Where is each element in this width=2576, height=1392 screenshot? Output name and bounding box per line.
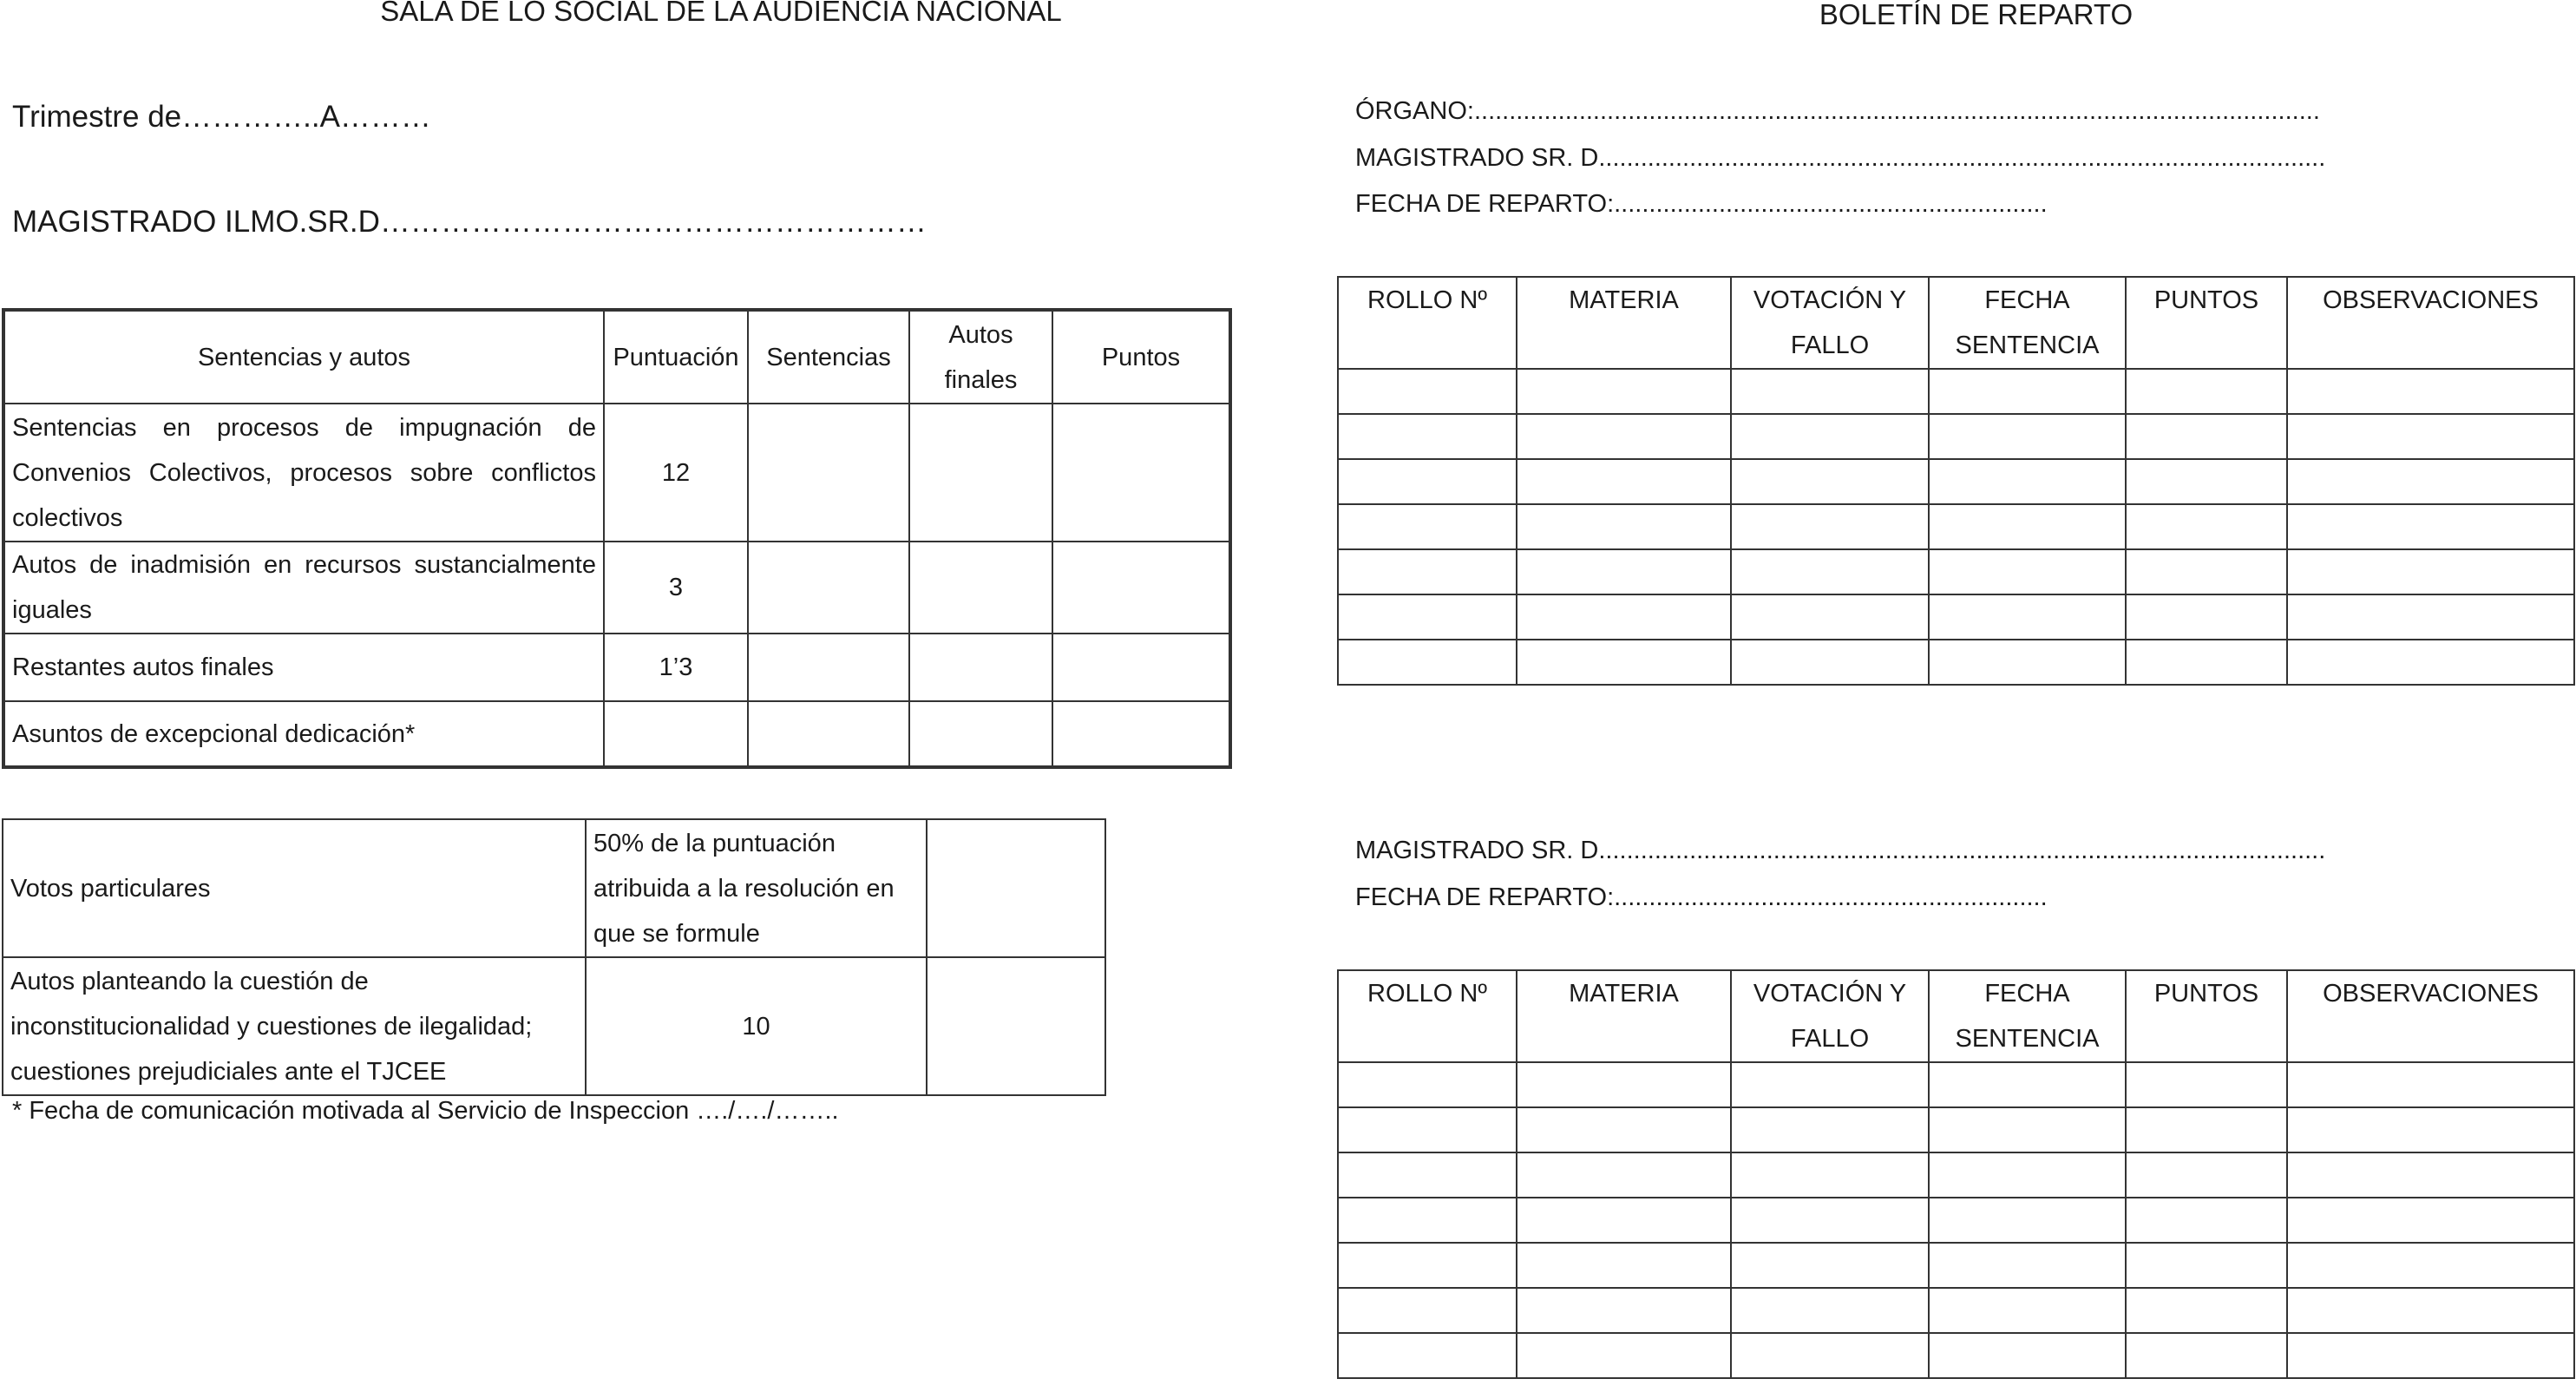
trimestre-line: Trimestre de…………..A……… (12, 100, 431, 134)
magistrado-line-1: MAGISTRADO SR. D........................................................................................................ (1355, 144, 2326, 172)
cell-puntos[interactable] (1052, 404, 1230, 542)
magistrado-line-2: MAGISTRADO SR. D........................................................................................................ (1355, 837, 2326, 864)
table-row (1338, 640, 2574, 685)
cell-materia[interactable] (1517, 1152, 1731, 1198)
header-fecha-sentencia: FECHA SENTENCIA (1929, 970, 2126, 1062)
table-row (1338, 1107, 2574, 1152)
cell-puntos[interactable] (2126, 459, 2287, 504)
header-votacion-fallo: VOTACIÓN Y FALLO (1731, 277, 1929, 369)
cell-fecha-sentencia[interactable] (1929, 369, 2126, 414)
fecha-reparto-line-2: FECHA DE REPARTO:.............................................................. (1355, 883, 2048, 911)
header-puntuacion: Puntuación (604, 310, 748, 404)
cell-rollo[interactable] (1338, 1333, 1517, 1378)
cell-rollo[interactable] (1338, 504, 1517, 549)
row-puntuacion (604, 701, 748, 767)
table-row (1338, 1288, 2574, 1333)
cell-sentencias[interactable] (748, 701, 909, 767)
cell-observaciones[interactable] (2287, 414, 2574, 459)
table-row (1338, 1243, 2574, 1288)
cell-fecha-sentencia[interactable] (1929, 1243, 2126, 1288)
cell-rollo[interactable] (1338, 1243, 1517, 1288)
cell-puntos[interactable] (927, 819, 1105, 957)
cell-fecha-sentencia[interactable] (1929, 640, 2126, 685)
table-row (3, 634, 1230, 701)
table-row (1338, 1333, 2574, 1378)
organo-line: ÓRGANO:......................................................................................................................... (1355, 97, 2320, 125)
header-materia: MATERIA (1517, 277, 1731, 369)
row-label: Votos particulares (3, 819, 586, 957)
cell-puntos[interactable] (2126, 1243, 2287, 1288)
cell-autos-finales[interactable] (909, 542, 1052, 634)
cell-puntos[interactable] (1052, 542, 1230, 634)
cell-materia[interactable] (1517, 640, 1731, 685)
cell-observaciones[interactable] (2287, 459, 2574, 504)
cell-materia[interactable] (1517, 414, 1731, 459)
row-label: Asuntos de excepcional dedicación* (3, 701, 604, 767)
reparto-table-1 (1337, 276, 2575, 686)
cell-fecha-sentencia[interactable] (1929, 1107, 2126, 1152)
cell-puntos[interactable] (2126, 504, 2287, 549)
table-row (3, 404, 1230, 542)
header-observaciones: OBSERVACIONES (2287, 277, 2574, 369)
table-row (3, 542, 1230, 634)
header-sentencias-y-autos: Sentencias y autos (3, 310, 604, 404)
cell-puntos[interactable] (2126, 1288, 2287, 1333)
cell-observaciones[interactable] (2287, 504, 2574, 549)
cell-votacion-fallo[interactable] (1731, 459, 1929, 504)
cell-puntos[interactable] (1052, 701, 1230, 767)
header-fecha-sentencia: FECHA SENTENCIA (1929, 277, 2126, 369)
cell-votacion-fallo[interactable] (1731, 1333, 1929, 1378)
cell-fecha-sentencia[interactable] (1929, 1062, 2126, 1107)
cell-votacion-fallo[interactable] (1731, 1198, 1929, 1243)
cell-votacion-fallo[interactable] (1731, 549, 1929, 594)
cell-puntos[interactable] (2126, 1333, 2287, 1378)
row-label: Autos de inadmisión en recursos sustancialmente iguales (3, 542, 604, 634)
header-puntos: Puntos (1052, 310, 1230, 404)
table-row (3, 701, 1230, 767)
cell-rollo[interactable] (1338, 1107, 1517, 1152)
cell-autos-finales[interactable] (909, 634, 1052, 701)
cell-observaciones[interactable] (2287, 1288, 2574, 1333)
cell-autos-finales[interactable] (909, 701, 1052, 767)
table-row (1338, 369, 2574, 414)
cell-observaciones[interactable] (2287, 1333, 2574, 1378)
header-rollo: ROLLO Nº (1338, 970, 1517, 1062)
cell-rollo[interactable] (1338, 1062, 1517, 1107)
cell-puntos[interactable] (2126, 414, 2287, 459)
table-row (1338, 414, 2574, 459)
cell-observaciones[interactable] (2287, 1198, 2574, 1243)
cell-fecha-sentencia[interactable] (1929, 1152, 2126, 1198)
cell-fecha-sentencia[interactable] (1929, 1333, 2126, 1378)
cell-votacion-fallo[interactable] (1731, 504, 1929, 549)
row-puntuacion: 1’3 (604, 634, 748, 701)
cell-puntos[interactable] (2126, 1152, 2287, 1198)
cell-votacion-fallo[interactable] (1731, 640, 1929, 685)
header-observaciones: OBSERVACIONES (2287, 970, 2574, 1062)
cell-materia[interactable] (1517, 1198, 1731, 1243)
cell-materia[interactable] (1517, 1243, 1731, 1288)
cell-observaciones[interactable] (2287, 1243, 2574, 1288)
cell-puntos[interactable] (927, 957, 1105, 1095)
table-row (1338, 1198, 2574, 1243)
row-puntuacion: 12 (604, 404, 748, 542)
table-header-row (3, 310, 1230, 404)
right-title: BOLETÍN DE REPARTO (1819, 0, 2134, 30)
cell-sentencias[interactable] (748, 542, 909, 634)
cell-sentencias[interactable] (748, 634, 909, 701)
cell-puntos[interactable] (2126, 640, 2287, 685)
cell-rollo[interactable] (1338, 369, 1517, 414)
fecha-reparto-line-1: FECHA DE REPARTO:.............................................................. (1355, 190, 2048, 218)
cell-observaciones[interactable] (2287, 1152, 2574, 1198)
cell-rollo[interactable] (1338, 640, 1517, 685)
cell-puntos[interactable] (2126, 369, 2287, 414)
table-row (1338, 1062, 2574, 1107)
cell-rollo[interactable] (1338, 594, 1517, 640)
cell-votacion-fallo[interactable] (1731, 414, 1929, 459)
cell-sentencias[interactable] (748, 404, 909, 542)
cell-observaciones[interactable] (2287, 549, 2574, 594)
table-row (3, 819, 1105, 957)
cell-puntos[interactable] (1052, 634, 1230, 701)
header-puntos: PUNTOS (2126, 277, 2287, 369)
row-puntuacion: 3 (604, 542, 748, 634)
cell-fecha-sentencia[interactable] (1929, 504, 2126, 549)
cell-votacion-fallo[interactable] (1731, 1062, 1929, 1107)
cell-votacion-fallo[interactable] (1731, 1152, 1929, 1198)
table-row (3, 957, 1105, 1095)
cell-puntos[interactable] (2126, 549, 2287, 594)
cell-materia[interactable] (1517, 1333, 1731, 1378)
cell-fecha-sentencia[interactable] (1929, 1288, 2126, 1333)
cell-materia[interactable] (1517, 549, 1731, 594)
header-rollo: ROLLO Nº (1338, 277, 1517, 369)
cell-puntos[interactable] (2126, 1198, 2287, 1243)
row-label: Autos planteando la cuestión de inconstitucionalidad y cuestiones de ilegalidad; cuestiones prejudiciales ante el TJCEE (3, 957, 586, 1095)
cell-puntos[interactable] (2126, 1107, 2287, 1152)
header-votacion-fallo: VOTACIÓN Y FALLO (1731, 970, 1929, 1062)
header-autos-finales: Autos finales (909, 310, 1052, 404)
votos-table (2, 818, 1106, 1096)
cell-fecha-sentencia[interactable] (1929, 459, 2126, 504)
row-label: Restantes autos finales (3, 634, 604, 701)
left-title: SALA DE LO SOCIAL DE LA AUDIENCIA NACIONAL (380, 0, 1062, 27)
footnote: * Fecha de comunicación motivada al Servicio de Inspeccion …./…./…….. (12, 1097, 839, 1125)
header-puntos: PUNTOS (2126, 970, 2287, 1062)
cell-votacion-fallo[interactable] (1731, 1288, 1929, 1333)
cell-votacion-fallo[interactable] (1731, 369, 1929, 414)
cell-observaciones[interactable] (2287, 640, 2574, 685)
cell-fecha-sentencia[interactable] (1929, 1198, 2126, 1243)
cell-rollo[interactable] (1338, 414, 1517, 459)
cell-rollo[interactable] (1338, 1288, 1517, 1333)
row-label: Sentencias en procesos de impugnación de Convenios Colectivos, procesos sobre conflictos colectivos (3, 404, 604, 542)
cell-votacion-fallo[interactable] (1731, 1243, 1929, 1288)
header-materia: MATERIA (1517, 970, 1731, 1062)
cell-materia[interactable] (1517, 504, 1731, 549)
table-header-row (1338, 277, 2574, 369)
table-row (1338, 1152, 2574, 1198)
table-row (1338, 594, 2574, 640)
cell-observaciones[interactable] (2287, 1062, 2574, 1107)
cell-materia[interactable] (1517, 369, 1731, 414)
cell-observaciones[interactable] (2287, 594, 2574, 640)
cell-fecha-sentencia[interactable] (1929, 594, 2126, 640)
cell-materia[interactable] (1517, 459, 1731, 504)
magistrado-line: MAGISTRADO ILMO.SR.D……………………………………………… (12, 205, 927, 239)
cell-rollo[interactable] (1338, 459, 1517, 504)
cell-rollo[interactable] (1338, 1152, 1517, 1198)
cell-materia[interactable] (1517, 1288, 1731, 1333)
row-puntuacion: 50% de la puntuación atribuida a la resolución en que se formule (586, 819, 927, 957)
cell-rollo[interactable] (1338, 549, 1517, 594)
score-table (2, 308, 1232, 769)
table-row (1338, 504, 2574, 549)
cell-fecha-sentencia[interactable] (1929, 414, 2126, 459)
header-sentencias: Sentencias (748, 310, 909, 404)
cell-materia[interactable] (1517, 1062, 1731, 1107)
cell-fecha-sentencia[interactable] (1929, 549, 2126, 594)
cell-materia[interactable] (1517, 1107, 1731, 1152)
table-row (1338, 549, 2574, 594)
cell-rollo[interactable] (1338, 1198, 1517, 1243)
cell-observaciones[interactable] (2287, 369, 2574, 414)
row-puntuacion: 10 (586, 957, 927, 1095)
cell-votacion-fallo[interactable] (1731, 594, 1929, 640)
cell-puntos[interactable] (2126, 594, 2287, 640)
table-header-row (1338, 970, 2574, 1062)
cell-observaciones[interactable] (2287, 1107, 2574, 1152)
cell-puntos[interactable] (2126, 1062, 2287, 1107)
cell-votacion-fallo[interactable] (1731, 1107, 1929, 1152)
cell-autos-finales[interactable] (909, 404, 1052, 542)
table-row (1338, 459, 2574, 504)
reparto-table-2 (1337, 969, 2575, 1379)
cell-materia[interactable] (1517, 594, 1731, 640)
